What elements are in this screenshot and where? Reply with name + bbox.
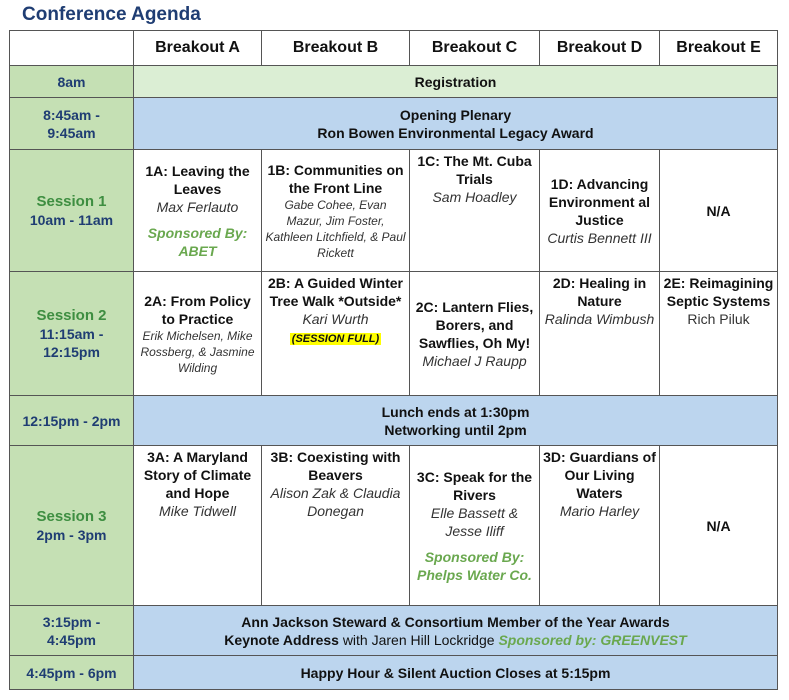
session-label: Session 2 — [36, 306, 107, 324]
plenary-award: Ron Bowen Environmental Legacy Award — [317, 124, 594, 141]
time-cell — [10, 446, 134, 606]
plenary-title: Opening Plenary — [399, 106, 512, 123]
time-cell — [10, 272, 134, 396]
row-registration — [10, 66, 778, 98]
session-title: 2B: A Guided Winter Tree Walk *Outside* — [268, 275, 403, 309]
session-cell-3b — [262, 446, 410, 606]
speaker: Mike Tidwell — [159, 503, 236, 519]
session-cell-2e — [660, 272, 778, 396]
row-plenary — [10, 98, 778, 150]
time-end: 4:45pm — [46, 631, 97, 648]
time-cell: 8am — [10, 66, 134, 98]
header-breakout-b: Breakout B — [262, 31, 410, 66]
session-title: 3C: Speak for the Rivers — [416, 468, 533, 503]
session-title: 2C: Lantern Flies, Borers, and Sawflies, Oh My! — [415, 298, 534, 351]
session-cell-1e: N/A — [660, 150, 778, 272]
session-cell-3a — [134, 446, 262, 606]
header-breakout-c: Breakout C — [410, 31, 540, 66]
time-start: 3:15pm - — [42, 613, 101, 630]
session-cell-1c — [410, 150, 540, 272]
speaker: Max Ferlauto — [156, 198, 239, 215]
session-title: 3B: Coexisting with Beavers — [270, 449, 401, 483]
awards-cell — [134, 606, 778, 656]
session-label: Session 1 — [36, 192, 107, 210]
time-start: 8:45am - — [43, 106, 100, 123]
sponsor-label: Sponsored By: Phelps Water Co. — [417, 548, 532, 583]
session-label: Session 3 — [36, 507, 107, 525]
row-session1 — [10, 150, 778, 272]
time-cell: 4:45pm - 6pm — [10, 656, 134, 690]
keynote-line — [137, 631, 774, 649]
session-time-start: 11:15am - — [39, 325, 104, 342]
happy-hour-cell: Happy Hour & Silent Auction Closes at 5:15pm — [134, 656, 778, 690]
session-time: 10am - 11am — [29, 211, 114, 228]
speaker: Sam Hoadley — [432, 189, 517, 205]
time-cell — [10, 606, 134, 656]
registration-cell: Registration — [134, 66, 778, 98]
time-cell — [10, 98, 134, 150]
session-time-end: 12:15pm — [43, 343, 100, 360]
lunch-cell — [134, 396, 778, 446]
speaker: Curtis Bennett III — [547, 229, 652, 246]
speaker: Mario Harley — [559, 503, 640, 519]
speaker: Ralinda Wimbush — [544, 311, 655, 327]
session-cell-1b — [262, 150, 410, 272]
session-cell-1a — [134, 150, 262, 272]
lunch-line: Lunch ends at 1:30pm — [381, 403, 530, 420]
time-cell: 12:15pm - 2pm — [10, 396, 134, 446]
row-happy-hour — [10, 656, 778, 690]
session-cell-3d — [540, 446, 660, 606]
session-cell-3c — [410, 446, 540, 606]
plenary-cell — [134, 98, 778, 150]
session-title: 1A: Leaving the Leaves — [145, 162, 250, 197]
session-title: 1C: The Mt. Cuba Trials — [417, 153, 532, 187]
header-corner — [10, 31, 134, 66]
row-lunch — [10, 396, 778, 446]
session-title: 3A: A Maryland Story of Climate and Hope — [143, 449, 252, 501]
speaker: Alison Zak & Claudia Donegan — [270, 485, 401, 519]
time-end: 9:45am — [47, 124, 96, 141]
awards-title: Ann Jackson Steward & Consortium Member of the Year Awards — [241, 613, 670, 630]
speaker: Kari Wurth — [302, 311, 369, 327]
session-title: 3D: Guardians of Our Living Waters — [543, 449, 656, 501]
session-cell-2c — [410, 272, 540, 396]
agenda-table — [9, 30, 778, 690]
session-cell-1d — [540, 150, 660, 272]
session-time: 2pm - 3pm — [36, 526, 107, 543]
speaker: Erik Michelsen, Mike Rossberg, & Jasmine Wilding — [140, 328, 255, 375]
session-cell-2a — [134, 272, 262, 396]
header-breakout-e: Breakout E — [660, 31, 778, 66]
speaker: Elle Bassett & Jesse Iliff — [430, 504, 519, 539]
session-title: 2A: From Policy to Practice — [144, 292, 251, 327]
keynote-label: Keynote Address — [224, 631, 339, 648]
sponsor-label: Sponsored by: GREENVEST — [498, 631, 687, 648]
speaker: Gabe Cohee, Evan Mazur, Jim Foster, Kathleen Litchfield, & Paul Rickett — [265, 197, 406, 260]
speaker: Rich Piluk — [687, 311, 750, 327]
header-breakout-a: Breakout A — [134, 31, 262, 66]
row-awards — [10, 606, 778, 656]
session-title: 1B: Communities on the Front Line — [267, 161, 404, 196]
row-session3 — [10, 446, 778, 606]
session-cell-3e: N/A — [660, 446, 778, 606]
session-full-badge: (SESSION FULL) — [291, 333, 380, 345]
header-row — [10, 31, 778, 66]
speaker: Michael J Raupp — [422, 352, 527, 369]
header-breakout-d: Breakout D — [540, 31, 660, 66]
session-title: 1D: Advancing Environment al Justice — [548, 175, 651, 228]
session-title: 2E: Reimagining Septic Systems — [663, 275, 774, 309]
row-session2 — [10, 272, 778, 396]
networking-line: Networking until 2pm — [384, 421, 527, 438]
keynote-speaker: with Jaren Hill Lockridge — [342, 631, 495, 648]
sponsor-label: Sponsored By: ABET — [147, 224, 248, 259]
session-title: 2D: Healing in Nature — [552, 275, 647, 309]
session-cell-2d — [540, 272, 660, 396]
session-cell-2b — [262, 272, 410, 396]
page-title: Conference Agenda — [22, 4, 201, 25]
time-cell — [10, 150, 134, 272]
